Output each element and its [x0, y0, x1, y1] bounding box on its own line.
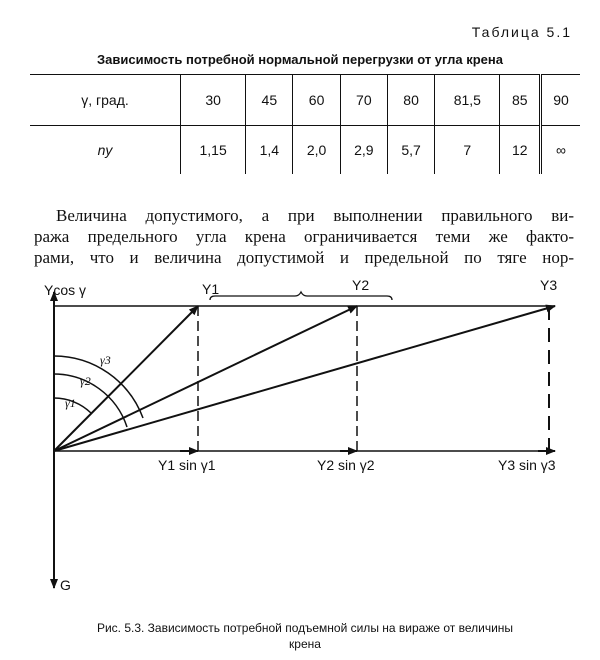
angle-cell: 30: [181, 75, 246, 126]
angle-cell: 81,5: [435, 75, 500, 126]
table-row-angle: [30, 75, 580, 126]
overload-cell: ∞: [541, 126, 580, 175]
angle-cell: 90: [541, 75, 580, 126]
overload-cell: 7: [435, 126, 500, 175]
caption-line: Рис. 5.3. Зависимость потребной подъемной силы на вираже от величины: [96, 621, 514, 635]
down-axis-label: G: [60, 577, 71, 593]
table-title: Зависимость потребной нормальной перегрузки от угла крена: [97, 52, 503, 67]
table-number: Таблица 5.1: [471, 24, 572, 40]
angle-label-2: γ2: [80, 374, 91, 388]
angle-cell: 85: [500, 75, 541, 126]
angle-cell: 70: [340, 75, 387, 126]
table-row-overload: [30, 126, 580, 175]
angle-label-3: γ3: [100, 353, 111, 367]
angle-cell: 45: [246, 75, 293, 126]
overload-cell: 1,4: [246, 126, 293, 175]
component-label-2: Y2 sin γ2: [317, 457, 375, 473]
row-label-angle: γ, град.: [30, 75, 181, 126]
brace: [210, 292, 392, 300]
overload-cell: 12: [500, 126, 541, 175]
lift-force-diagram: [20, 270, 580, 615]
angle-cell: 60: [293, 75, 340, 126]
overload-cell: 5,7: [387, 126, 434, 175]
angle-cell: 80: [387, 75, 434, 126]
paragraph-line: Величина допустимого, а при выполнении правильного ви-: [56, 206, 574, 225]
paragraph-line: рами, что и величина допустимой и предельной по тяге нор-: [34, 248, 574, 267]
figure-caption: [30, 620, 580, 652]
vector-label-y2: Y2: [352, 277, 370, 293]
overload-cell: 2,9: [340, 126, 387, 175]
component-label-3: Y3 sin γ3: [498, 457, 556, 473]
overload-cell: 2,0: [293, 126, 340, 175]
overload-cell: 1,15: [181, 126, 246, 175]
vector-label-y1: Y1: [202, 281, 220, 297]
row-label-overload: nу: [30, 126, 181, 175]
y-axis-label: Ycos γ: [44, 282, 87, 298]
vector-y2: [54, 306, 357, 451]
overload-table: [30, 74, 580, 174]
component-label-1: Y1 sin γ1: [158, 457, 216, 473]
paragraph-line: ража предельного угла крена ограничивается теми же факто-: [34, 227, 574, 246]
angle-label-1: γ1: [65, 396, 76, 410]
body-paragraph: [34, 205, 574, 268]
caption-line: крена: [289, 637, 321, 651]
vector-label-y3: Y3: [540, 277, 558, 293]
vector-y3: [54, 306, 555, 451]
